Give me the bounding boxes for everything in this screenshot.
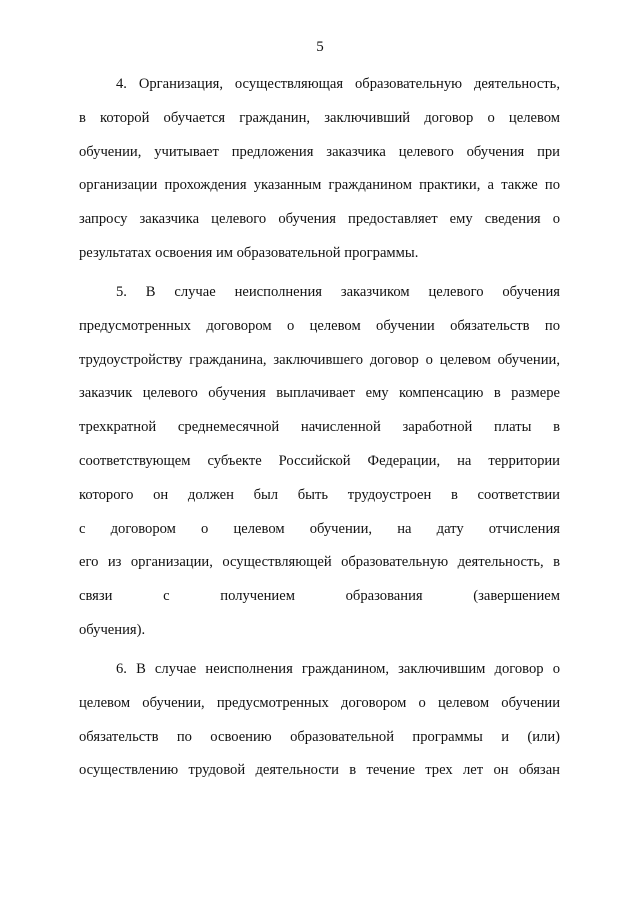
paragraph-line: которого он должен был быть трудоустроен в соответствии [79,486,560,503]
paragraph-5 [79,276,560,648]
paragraph-line: целевом обучении, предусмотренных договором о целевом обучении [79,694,560,711]
paragraph-6 [79,653,560,788]
paragraph-4 [79,68,560,271]
paragraph-line: заказчик целевого обучения выплачивает ему компенсацию в размере [79,385,560,402]
paragraph-line: связи с получением образования (завершением [79,588,560,605]
paragraph-line: 4. Организация, осуществляющая образовательную деятельность, [116,76,560,92]
paragraph-line: 5. В случае неисполнения заказчиком целевого обучения [116,284,560,300]
paragraph-line: обучения). [79,621,146,638]
paragraph-line: трудоустройству гражданина, заключившего договор о целевом обучении, [79,351,560,368]
paragraph-line: запросу заказчика целевого обучения предоставляет ему сведения о [79,211,560,228]
paragraph-line: трехкратной среднемесячной начисленной заработной платы в [79,419,560,436]
paragraph-line: обучении, учитывает предложения заказчика целевого обучения при [79,143,560,160]
page-number: 5 [316,39,324,55]
paragraph-line: с договором о целевом обучении, на дату отчисления [79,520,560,537]
paragraph-line: 6. В случае неисполнения гражданином, заключившим договор о [116,661,560,677]
paragraph-line: организации прохождения указанным гражданином практики, а также по [79,177,560,194]
paragraph-line: осуществлению трудовой деятельности в течение трех лет он обязан [79,762,560,779]
paragraph-line: соответствующем субъекте Российской Федерации, на территории [79,452,560,469]
paragraph-line: в которой обучается гражданин, заключивший договор о целевом [79,109,560,126]
paragraph-line: обязательств по освоению образовательной программы и (или) [79,728,560,745]
paragraph-line: результатах освоения им образовательной программы. [79,244,419,261]
paragraph-line: предусмотренных договором о целевом обучении обязательств по [79,317,560,334]
paragraph-line: его из организации, осуществляющей образовательную деятельность, в [79,554,560,571]
